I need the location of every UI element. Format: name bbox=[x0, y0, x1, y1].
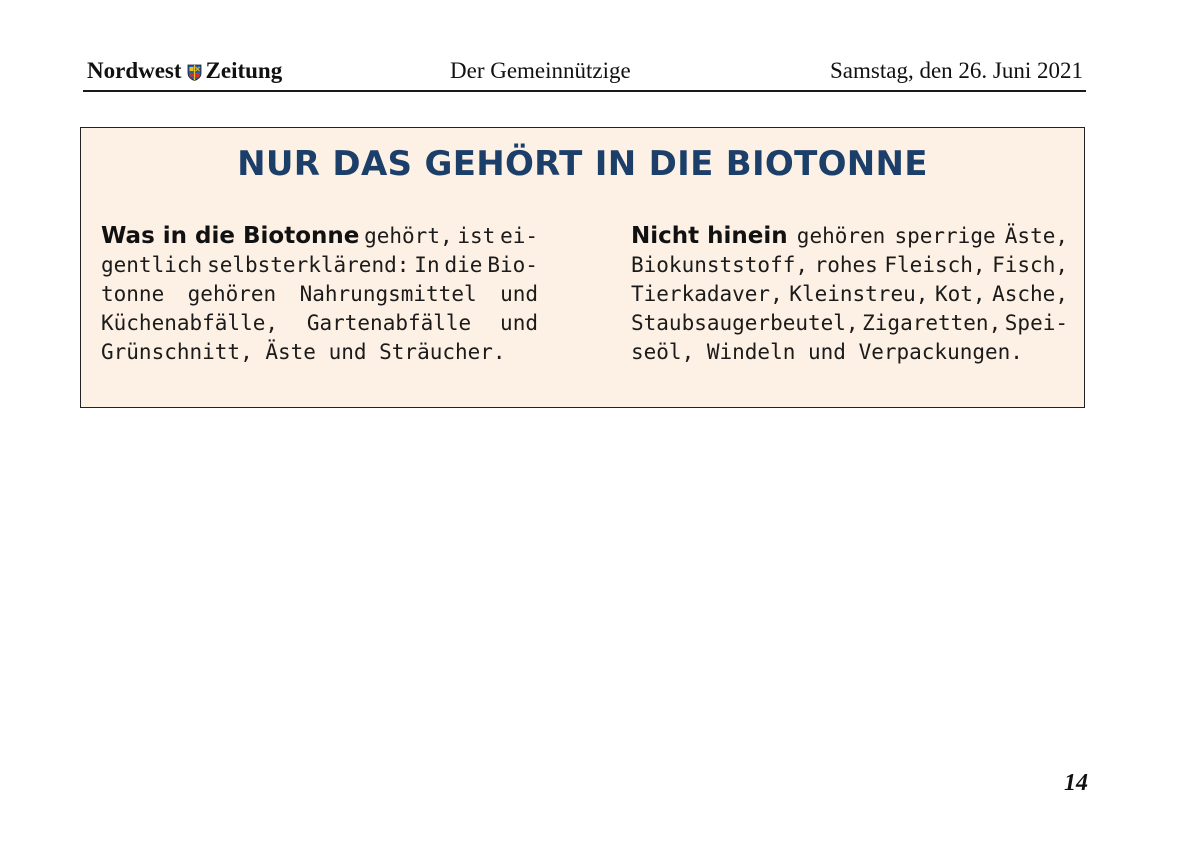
text-line bbox=[631, 222, 1068, 251]
word: Zigaretten, bbox=[862, 311, 1002, 335]
word: Küchenabfälle, bbox=[101, 311, 279, 335]
word: Nahrungsmittel bbox=[299, 282, 477, 306]
word: ei- bbox=[500, 224, 538, 248]
text-line bbox=[631, 309, 1068, 338]
word: ist bbox=[457, 224, 496, 248]
coat-of-arms-icon bbox=[187, 64, 202, 81]
word: Fisch, bbox=[992, 253, 1068, 277]
word: tonne bbox=[101, 282, 165, 306]
text-line bbox=[631, 280, 1068, 309]
column-forbidden-items bbox=[631, 222, 1068, 367]
word: In bbox=[414, 253, 440, 277]
section-title: Der Gemeinnützige bbox=[450, 58, 631, 83]
word: gentlich bbox=[101, 253, 203, 277]
word: sperrige bbox=[894, 224, 996, 248]
word: und bbox=[500, 311, 538, 335]
word: Äste, bbox=[1004, 224, 1068, 248]
word: und bbox=[500, 282, 538, 306]
word: Tierkadaver, bbox=[631, 282, 783, 306]
text-line bbox=[101, 251, 538, 280]
word: die bbox=[444, 253, 483, 277]
brand-name-part1: Nordwest bbox=[87, 58, 182, 83]
masthead bbox=[83, 56, 1086, 92]
text-line bbox=[101, 309, 538, 338]
word: gehört, bbox=[364, 224, 453, 248]
page-number: 14 bbox=[1064, 770, 1088, 796]
column-allowed-items bbox=[101, 222, 538, 367]
word: Fleisch, bbox=[884, 253, 986, 277]
word: Spei- bbox=[1004, 311, 1068, 335]
text-line bbox=[631, 338, 1068, 367]
word: Kot, bbox=[934, 282, 986, 306]
text-line bbox=[101, 222, 538, 251]
word: Asche, bbox=[992, 282, 1068, 306]
brand-name-part2: Zeitung bbox=[205, 58, 283, 83]
word: Staubsaugerbeutel, bbox=[631, 311, 859, 335]
word: gehören bbox=[796, 224, 886, 248]
info-box-title: NUR DAS GEHÖRT IN DIE BIOTONNE bbox=[237, 144, 928, 184]
text-line bbox=[101, 280, 538, 309]
word: selbsterklärend: bbox=[207, 253, 410, 277]
issue-date: Samstag, den 26. Juni 2021 bbox=[830, 58, 1083, 83]
text-line bbox=[631, 251, 1068, 280]
biotonne-info-box bbox=[80, 127, 1085, 408]
lead-forbidden: Nicht hinein bbox=[631, 223, 788, 249]
word: Gartenabfälle bbox=[306, 311, 472, 335]
text-line bbox=[101, 338, 538, 367]
word: Kleinstreu, bbox=[789, 282, 929, 306]
word: Biokunststoff, bbox=[631, 253, 809, 277]
word: gehören bbox=[187, 282, 277, 306]
word: Grünschnitt, Äste und Sträucher. bbox=[101, 340, 506, 364]
lead-allowed: Was in die Biotonne bbox=[101, 223, 360, 249]
word: seöl, Windeln und Verpackungen. bbox=[631, 340, 1023, 364]
word: rohes bbox=[814, 253, 878, 277]
newspaper-logo bbox=[87, 58, 282, 84]
word: Bio- bbox=[487, 253, 538, 277]
